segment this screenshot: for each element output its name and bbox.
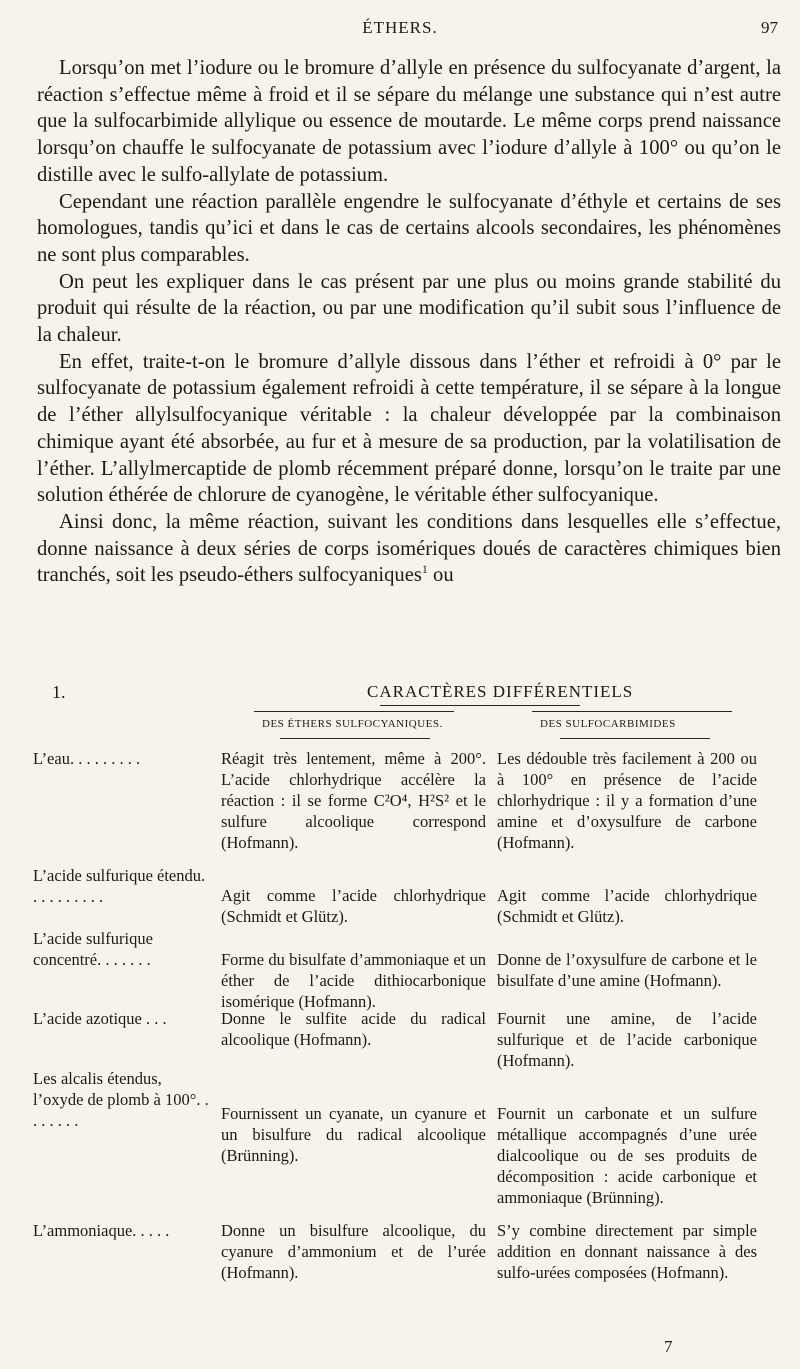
header-rule-left: [280, 738, 430, 739]
table-title: CARACTÈRES DIFFÉRENTIELS: [367, 682, 634, 701]
table-column-headers: [0, 718, 800, 744]
row-sulfocarbimides-cell: Agit comme l’acide chlorhydrique (Schmidt et Glütz).: [497, 886, 757, 926]
body-text: [37, 55, 781, 589]
paragraph-2: Cependant une réaction parallèle engendre le sulfocyanate d’éthyle et certains de ses homologues, tandis qu’ici et dans le cas de certains alcools secondaires, les phénomènes ne sont plus comparables.: [37, 190, 781, 266]
row-ethers-cell: Réagit très lentement, même à 200°. L’acide chlorhydrique accélère la réaction : il se forme C²O⁴, H²S² et le sulfure alcoolique correspond (Hofmann).: [221, 749, 486, 852]
decorative-rule-right: [532, 711, 732, 712]
paragraph-5-text: Ainsi donc, la même réaction, suivant les conditions dans lesquelles elle s’effectue, donne naissance à deux séries de corps isomériques doués de caractères chimiques bien tranchés, soit les pseudo-éthers sulfocyaniques: [37, 510, 781, 587]
decorative-rule-left: [254, 711, 454, 712]
row-ethers-cell: Agit comme l’acide chlorhydrique (Schmidt et Glütz).: [221, 886, 486, 926]
row-sulfocarbimides-cell: Les dédouble très facilement à 200 ou à 100° en présence de l’acide chlorhydrique : il y a formation d’une amine et d’oxysulfure de carbone (Hofmann).: [497, 749, 757, 852]
row-ethers-cell: Fournissent un cyanate, un cyanure et un bisulfure du radical alcoolique (Brünning).: [221, 1104, 486, 1165]
paragraph-1: Lorsqu’on met l’iodure ou le bromure d’allyle en présence du sulfocyanate d’argent, la réaction s’effectue même à froid et il se sépare du mélange une substance qui n’est autre que la sulfocarbimide allylique ou essence de moutarde. Le même corps prend naissance lorsqu’on chauffe le sulfocyanate de potassium avec l’iodure d’allyle à 100° ou qu’on le distille avec le sulfo-allylate de potassium.: [37, 57, 781, 186]
row-ethers-cell: Forme du bisulfate d’ammoniaque et un éther de l’acide dithiocarbonique isomérique (Hofmann).: [221, 950, 486, 1011]
footnote-number: 1.: [52, 682, 66, 702]
running-title: ÉTHERS.: [362, 18, 438, 37]
row-subject: L’acide azotique . . .: [33, 1009, 167, 1028]
paragraph-4: En effet, traite-t-on le bromure d’allyle dissous dans l’éther et refroidi à 0° par le sulfocyanate de potassium également refroidi à cette température, il se sépare à la longue de l’éther allylsulfocyanique véritable : la chaleur développée par la combinaison chimique ayant été absorbée, au fur et à mesure de sa production, par la volatilisation de l’éther. L’allylmercaptide de plomb récemment préparé donne, lorsqu’on le traite par une solution éthérée de chlorure de cyanogène, le véritable éther sulfocyanique.: [37, 350, 781, 507]
decorative-rule-center: [380, 705, 580, 706]
footnote-reference: 1: [421, 562, 428, 577]
header-rule-right: [560, 738, 710, 739]
row-sulfocarbimides-cell: Fournit une amine, de l’acide sulfurique et de l’acide carbonique (Hofmann).: [497, 1009, 757, 1070]
row-subject: Les alcalis étendus, l’oxyde de plomb à 100°. . . . . . . .: [33, 1069, 209, 1130]
column-header-sulfocarbimides: DES SULFOCARBIMIDES: [540, 718, 676, 730]
paragraph-5-end: ou: [433, 564, 454, 587]
row-ethers-cell: Donne un bisulfure alcoolique, du cyanure d’ammonium et de l’urée (Hofmann).: [221, 1221, 486, 1282]
column-header-ethers: DES ÉTHERS SULFOCYANIQUES.: [262, 718, 443, 730]
signature-mark: 7: [664, 1337, 673, 1356]
row-sulfocarbimides-cell: Donne de l’oxysulfure de carbone et le bisulfate d’une amine (Hofmann).: [497, 950, 757, 990]
row-subject: L’eau. . . . . . . . .: [33, 749, 141, 768]
paragraph-5: [37, 509, 781, 589]
row-ethers-cell: Donne le sulfite acide du radical alcoolique (Hofmann).: [221, 1009, 486, 1049]
running-head: [0, 18, 800, 42]
row-sulfocarbimides-cell: Fournit un carbonate et un sulfure métallique accompagnés d’une urée dialcoolique ou de ses produits de décomposition : acide carbonique et ammoniaque (Brünning).: [497, 1104, 757, 1207]
row-subject: L’acide sulfurique concentré. . . . . . .: [33, 929, 153, 969]
row-subject: L’ammoniaque. . . . .: [33, 1221, 170, 1240]
row-subject: L’acide sulfurique étendu. . . . . . . . . .: [33, 866, 206, 906]
paragraph-3: On peut les expliquer dans le cas présent par une plus ou moins grande stabilité du produit qui résulte de la réaction, ou par une modification qu’il subit sous l’influence de la chaleur.: [37, 270, 781, 347]
row-sulfocarbimides-cell: S’y combine directement par simple addition en donnant naissance à des sulfo-urées composées (Hofmann).: [497, 1221, 757, 1282]
page-number: 97: [761, 18, 778, 37]
